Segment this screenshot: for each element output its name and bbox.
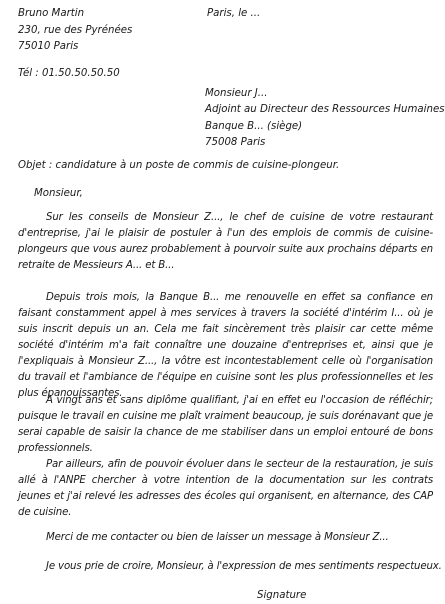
sender-street: 230, rue des Pyrénées [18,24,133,36]
sender-address [18,6,132,56]
closing-formula: Je vous prie de croire, Monsieur, à l'expression de mes sentiments respectueux. [46,561,442,572]
recipient-address [205,86,445,151]
place-date: Paris, le ... [207,8,261,19]
letter-subject: Objet : candidature à un poste de commis de cuisine-plongeur. [18,160,340,171]
recipient-role: Adjoint au Directeur des Ressources Humaines [205,104,445,116]
salutation: Monsieur, [34,188,83,199]
sender-name: Bruno Martin [18,8,85,19]
recipient-title: Monsieur J... [205,88,268,99]
body-paragraph-1: Sur les conseils de Monsieur Z..., le chef de cuisine de votre restaurant d'entreprise, j'ai le plaisir de postuler à l'un des emplois de commis de cuisine-plongeurs que vous aurez probablement à pourvoir suite aux prochains départs en retraite de Messieurs A... et B... [18,212,433,271]
recipient-city: 75008 Paris [205,136,266,148]
sender-city: 75010 Paris [18,41,79,52]
body-paragraph-5: Merci de me contacter ou bien de laisser un message à Monsieur Z... [46,532,389,543]
sender-phone: Tél : 01.50.50.50.50 [18,68,120,79]
body-paragraph-2: Depuis trois mois, la Banque B... me renouvelle en effet sa confiance en faisant constamment appel à mes services à travers la société d'intérim I... où je suis inscrit depuis un an. Cela me fait sincèrement très plaisir car cette même société d'intérim m'a fait connaître une douzaine d'entreprises et, ainsi que je l'expliquais à Monsieur Z..., la vôtre est incontestablement celle où l'organisation du travail et l'ambiance de l'équipe en cuisine sont les plus professionnelles et les plus épanouissantes. [18,292,433,399]
body-paragraph-4: Par ailleurs, afin de pouvoir évoluer dans le secteur de la restauration, je suis allé à l'ANPE chercher à votre intention de la documentation sur les contrats jeunes et j'ai relevé les adresses des écoles qui organisent, en alternance, des CAP de cuisine. [18,459,433,518]
body-paragraph-3: A vingt ans et sans diplôme qualifiant, j'ai en effet eu l'occasion de réfléchir; puisque le travail en cuisine me plaît vraiment beaucoup, je suis dorénavant que je serai capable de saisir la chance de me stabiliser dans un emploi entouré de bons professionnels. [18,395,433,454]
recipient-company: Banque B... (siège) [205,120,303,132]
signature: Signature [257,590,307,601]
